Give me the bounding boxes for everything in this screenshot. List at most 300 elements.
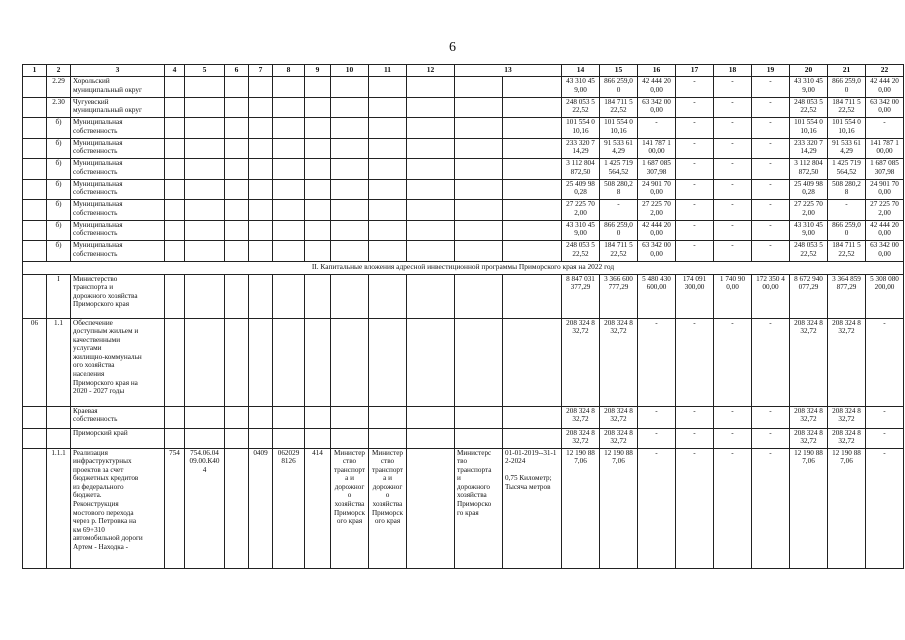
table-cell: 63 342 00 0,00 — [866, 241, 904, 262]
table-cell: 208 324 8 32,72 — [790, 318, 828, 406]
table-cell — [331, 274, 369, 318]
table-cell: - — [676, 179, 714, 200]
table-cell: 27 225 70 2,00 — [866, 200, 904, 221]
table-cell — [273, 159, 305, 180]
table-cell: 208 324 8 32,72 — [828, 318, 866, 406]
table-cell — [503, 428, 562, 448]
table-cell — [225, 241, 249, 262]
table-cell — [503, 274, 562, 318]
column-header-10: 10 — [331, 65, 369, 77]
table-cell — [369, 274, 407, 318]
table-cell: 8 672 940 077,29 — [790, 274, 828, 318]
table-cell — [331, 220, 369, 241]
table-cell: - — [714, 77, 752, 98]
column-header-21: 21 — [828, 65, 866, 77]
table-cell: 27 225 70 2,00 — [562, 200, 600, 221]
table-cell: 866 259,0 0 — [600, 220, 638, 241]
table-cell — [23, 118, 47, 139]
table-cell: 3 112 804 872,50 — [562, 159, 600, 180]
table-cell: 1 740 90 0,00 — [714, 274, 752, 318]
table-cell — [249, 138, 273, 159]
table-cell — [165, 200, 185, 221]
table-cell: 43 310 45 9,00 — [790, 77, 828, 98]
table-cell: б) — [47, 241, 71, 262]
table-cell: Муниципальная собственность — [71, 200, 165, 221]
table-cell: 754.06.04 09.00.К40 4 — [185, 448, 225, 568]
table-row — [23, 138, 904, 159]
table-cell: 42 444 20 0,00 — [638, 220, 676, 241]
table-cell — [455, 274, 503, 318]
table-cell: 24 901 70 0,00 — [866, 179, 904, 200]
table-cell: 248 053 5 22,52 — [790, 97, 828, 118]
table-cell — [165, 318, 185, 406]
table-cell — [503, 406, 562, 428]
table-cell: 101 554 0 10,16 — [790, 118, 828, 139]
table-cell: 42 444 20 0,00 — [866, 220, 904, 241]
table-cell — [369, 118, 407, 139]
table-cell: 63 342 00 0,00 — [638, 241, 676, 262]
table-cell — [273, 200, 305, 221]
table-cell: 3 364 859 877,29 — [828, 274, 866, 318]
table-cell — [331, 138, 369, 159]
table-cell: 866 259,0 0 — [828, 77, 866, 98]
table-cell — [407, 428, 455, 448]
table-cell — [331, 159, 369, 180]
table-cell — [407, 138, 455, 159]
table-cell — [455, 138, 503, 159]
table-cell — [165, 274, 185, 318]
table-cell — [273, 274, 305, 318]
table-cell — [165, 97, 185, 118]
table-cell — [185, 220, 225, 241]
table-cell: 27 225 70 2,00 — [638, 200, 676, 221]
table-cell: Министер ство транспорт а и дорожног о хозяйства Приморск ого края — [369, 448, 407, 568]
table-cell — [185, 318, 225, 406]
table-cell: 233 320 7 14,29 — [562, 138, 600, 159]
page-number: 6 — [449, 40, 456, 55]
table-cell — [407, 200, 455, 221]
table-cell — [165, 118, 185, 139]
table-cell: - — [752, 179, 790, 200]
table-row — [23, 241, 904, 262]
table-cell: 25 409 98 0,28 — [562, 179, 600, 200]
table-cell: - — [676, 138, 714, 159]
column-header-8: 8 — [273, 65, 305, 77]
table-cell — [273, 179, 305, 200]
table-cell — [331, 428, 369, 448]
table-cell — [23, 97, 47, 118]
table-cell: 414 — [305, 448, 331, 568]
table-cell — [165, 220, 185, 241]
table-cell — [23, 159, 47, 180]
table-cell — [503, 220, 562, 241]
table-cell: - — [600, 200, 638, 221]
table-cell — [503, 159, 562, 180]
table-cell — [305, 318, 331, 406]
table-cell: - — [714, 118, 752, 139]
table-cell: б) — [47, 220, 71, 241]
table-cell — [165, 77, 185, 98]
table-cell: 43 310 45 9,00 — [562, 220, 600, 241]
table-cell: 174 091 300,00 — [676, 274, 714, 318]
table-cell: 101 554 0 10,16 — [600, 118, 638, 139]
column-header-4: 4 — [165, 65, 185, 77]
table-cell — [407, 241, 455, 262]
table-cell: - — [676, 97, 714, 118]
table-cell: - — [676, 159, 714, 180]
table-cell — [225, 138, 249, 159]
table-cell — [23, 241, 47, 262]
table-cell — [503, 97, 562, 118]
table-row — [23, 200, 904, 221]
table-cell — [369, 179, 407, 200]
table-cell: 101 554 0 10,16 — [562, 118, 600, 139]
table-cell — [331, 77, 369, 98]
table-cell — [305, 274, 331, 318]
table-cell: б) — [47, 179, 71, 200]
table-cell: I — [47, 274, 71, 318]
table-cell: 0409 — [249, 448, 273, 568]
table-cell — [407, 118, 455, 139]
table-cell — [225, 179, 249, 200]
table-cell — [249, 97, 273, 118]
table-cell: - — [638, 318, 676, 406]
table-cell: 184 711 5 22,52 — [828, 97, 866, 118]
table-cell: 3 112 804 872,50 — [790, 159, 828, 180]
table-cell: Хорольский муниципальный округ — [71, 77, 165, 98]
column-header-1: 1 — [23, 65, 47, 77]
table-cell: - — [714, 428, 752, 448]
table-cell: - — [866, 318, 904, 406]
table-cell — [455, 241, 503, 262]
table-cell — [503, 179, 562, 200]
column-header-16: 16 — [638, 65, 676, 77]
table-cell — [23, 448, 47, 568]
table-cell: - — [866, 406, 904, 428]
table-header-row — [23, 65, 904, 77]
table-cell — [23, 428, 47, 448]
table-cell — [503, 241, 562, 262]
regional-property-row — [23, 406, 904, 428]
table-cell: - — [676, 220, 714, 241]
column-header-13: 13 — [455, 65, 562, 77]
table-cell: 91 533 61 4,29 — [828, 138, 866, 159]
table-cell — [407, 318, 455, 406]
table-cell — [185, 159, 225, 180]
table-cell: - — [676, 241, 714, 262]
table-cell — [305, 138, 331, 159]
table-cell: Муниципальная собственность — [71, 118, 165, 139]
table-cell — [225, 118, 249, 139]
table-cell: - — [638, 118, 676, 139]
table-cell — [249, 428, 273, 448]
table-cell: 12 190 88 7,06 — [790, 448, 828, 568]
table-cell: б) — [47, 118, 71, 139]
table-cell — [185, 118, 225, 139]
table-cell: - — [676, 428, 714, 448]
table-cell — [273, 138, 305, 159]
table-cell — [455, 118, 503, 139]
table-cell — [273, 220, 305, 241]
table-cell — [455, 220, 503, 241]
table-cell: 27 225 70 2,00 — [790, 200, 828, 221]
table-cell: 208 324 8 32,72 — [562, 406, 600, 428]
table-cell: 754 — [165, 448, 185, 568]
table-cell: 208 324 8 32,72 — [600, 406, 638, 428]
table-cell: - — [714, 241, 752, 262]
table-cell — [47, 428, 71, 448]
table-cell — [331, 179, 369, 200]
table-cell — [249, 220, 273, 241]
column-header-18: 18 — [714, 65, 752, 77]
table-cell: 508 280,2 8 — [828, 179, 866, 200]
table-cell — [185, 241, 225, 262]
table-cell — [185, 138, 225, 159]
column-header-3: 3 — [71, 65, 165, 77]
table-cell — [305, 200, 331, 221]
table-cell: - — [752, 159, 790, 180]
table-cell: 866 259,0 0 — [600, 77, 638, 98]
table-cell: - — [714, 406, 752, 428]
table-cell — [369, 159, 407, 180]
table-cell — [331, 406, 369, 428]
table-cell — [407, 274, 455, 318]
table-cell — [185, 200, 225, 221]
table-cell: 5 480 430 600,00 — [638, 274, 676, 318]
table-cell — [305, 77, 331, 98]
table-cell: 208 324 8 32,72 — [562, 318, 600, 406]
table-cell — [47, 406, 71, 428]
table-cell — [455, 97, 503, 118]
table-cell — [407, 179, 455, 200]
table-cell — [503, 118, 562, 139]
table-cell — [305, 118, 331, 139]
table-cell: 43 310 45 9,00 — [790, 220, 828, 241]
table-cell — [305, 428, 331, 448]
table-cell — [185, 406, 225, 428]
table-cell: - — [714, 138, 752, 159]
table-cell: - — [676, 77, 714, 98]
table-cell: 2.29 — [47, 77, 71, 98]
table-cell: - — [714, 318, 752, 406]
table-row — [23, 159, 904, 180]
table-cell — [249, 318, 273, 406]
table-cell — [165, 241, 185, 262]
table-cell — [225, 448, 249, 568]
table-cell: 12 190 88 7,06 — [600, 448, 638, 568]
table-cell: 1 687 085 307,98 — [638, 159, 676, 180]
table-cell: Муниципальная собственность — [71, 241, 165, 262]
table-cell: 12 190 88 7,06 — [828, 448, 866, 568]
table-cell — [225, 200, 249, 221]
table-cell: 1.1.1 — [47, 448, 71, 568]
table-cell — [369, 318, 407, 406]
table-cell — [503, 138, 562, 159]
table-cell — [225, 274, 249, 318]
table-cell — [331, 118, 369, 139]
table-cell: 208 324 8 32,72 — [790, 406, 828, 428]
table-cell: 01-01-2019--31-1 2-2024 0,75 Километр; Тысяча метров — [503, 448, 562, 568]
table-row — [23, 77, 904, 98]
table-cell: - — [714, 448, 752, 568]
table-cell: 248 053 5 22,52 — [562, 241, 600, 262]
table-cell: - — [752, 138, 790, 159]
table-cell: Министерство транспорта и дорожного хозяйства Приморского края — [71, 274, 165, 318]
table-cell: б) — [47, 200, 71, 221]
table-cell: 8 847 031 377,29 — [562, 274, 600, 318]
table-cell — [249, 200, 273, 221]
table-cell: - — [638, 406, 676, 428]
table-cell — [503, 200, 562, 221]
table-cell: 1 425 719 564,52 — [600, 159, 638, 180]
table-cell — [249, 274, 273, 318]
table-cell: 24 901 70 0,00 — [638, 179, 676, 200]
table-cell — [305, 179, 331, 200]
table-cell — [273, 318, 305, 406]
table-cell — [23, 406, 47, 428]
table-cell: - — [866, 428, 904, 448]
table-cell — [305, 159, 331, 180]
table-cell: 208 324 8 32,72 — [790, 428, 828, 448]
table-cell: 208 324 8 32,72 — [828, 428, 866, 448]
table-cell: 141 787 1 00,00 — [638, 138, 676, 159]
table-cell — [273, 428, 305, 448]
table-cell: 248 053 5 22,52 — [562, 97, 600, 118]
column-header-5: 5 — [185, 65, 225, 77]
table-cell: - — [714, 179, 752, 200]
table-cell: 42 444 20 0,00 — [866, 77, 904, 98]
table-cell — [185, 77, 225, 98]
table-cell — [273, 118, 305, 139]
table-cell: 101 554 0 10,16 — [828, 118, 866, 139]
table-cell — [23, 200, 47, 221]
table-cell — [305, 406, 331, 428]
table-cell: 248 053 5 22,52 — [790, 241, 828, 262]
table-cell — [407, 406, 455, 428]
column-header-9: 9 — [305, 65, 331, 77]
table-cell — [369, 406, 407, 428]
table-cell — [23, 274, 47, 318]
table-cell — [273, 406, 305, 428]
table-cell: - — [752, 448, 790, 568]
table-cell: Муниципальная собственность — [71, 220, 165, 241]
table-cell: 3 366 600 777,29 — [600, 274, 638, 318]
table-cell — [23, 77, 47, 98]
table-cell — [503, 318, 562, 406]
column-header-12: 12 — [407, 65, 455, 77]
column-header-2: 2 — [47, 65, 71, 77]
table-cell — [369, 138, 407, 159]
table-cell: 866 259,0 0 — [828, 220, 866, 241]
table-cell: - — [714, 159, 752, 180]
table-cell: 172 350 4 00,00 — [752, 274, 790, 318]
table-cell: - — [676, 318, 714, 406]
table-cell: 508 280,2 8 — [600, 179, 638, 200]
table-cell: - — [752, 200, 790, 221]
column-header-22: 22 — [866, 65, 904, 77]
table-cell: 1 687 085 307,98 — [866, 159, 904, 180]
table-cell: Обеспечение доступным жильем и качественными услугами жилищно-коммунальн ого хозяйства населения Приморского края на 2020 - 2027 годы — [71, 318, 165, 406]
table-cell — [273, 77, 305, 98]
table-row — [23, 118, 904, 139]
table-cell — [165, 159, 185, 180]
table-cell — [249, 179, 273, 200]
table-cell — [455, 159, 503, 180]
table-cell — [249, 241, 273, 262]
table-cell: Министерс тво транспорта и дорожного хозяйства Приморско го края — [455, 448, 503, 568]
table-row — [23, 97, 904, 118]
table-cell — [273, 241, 305, 262]
table-cell: - — [676, 118, 714, 139]
table-cell: - — [752, 77, 790, 98]
table-cell — [273, 97, 305, 118]
table-cell — [407, 97, 455, 118]
table-cell — [225, 97, 249, 118]
table-cell — [249, 118, 273, 139]
column-header-19: 19 — [752, 65, 790, 77]
table-cell: - — [714, 200, 752, 221]
budget-table — [22, 64, 904, 569]
table-cell — [23, 220, 47, 241]
table-cell — [331, 97, 369, 118]
table-cell: - — [676, 406, 714, 428]
table-cell — [369, 77, 407, 98]
table-cell — [185, 428, 225, 448]
table-cell: 2.30 — [47, 97, 71, 118]
table-cell: - — [752, 241, 790, 262]
table-row — [23, 179, 904, 200]
table-cell — [225, 406, 249, 428]
table-cell: - — [866, 448, 904, 568]
table-cell: Муниципальная собственность — [71, 138, 165, 159]
table-cell: - — [714, 220, 752, 241]
table-cell — [185, 179, 225, 200]
table-cell: 233 320 7 14,29 — [790, 138, 828, 159]
project-row — [23, 448, 904, 568]
table-cell: б) — [47, 138, 71, 159]
table-cell — [369, 220, 407, 241]
table-cell: Муниципальная собственность — [71, 159, 165, 180]
table-cell — [331, 200, 369, 221]
table-cell: 184 711 5 22,52 — [828, 241, 866, 262]
table-cell: - — [714, 97, 752, 118]
table-cell — [455, 179, 503, 200]
table-cell — [407, 159, 455, 180]
column-header-7: 7 — [249, 65, 273, 77]
table-cell — [455, 77, 503, 98]
table-cell: Чугуевский муниципальный округ — [71, 97, 165, 118]
program-row — [23, 318, 904, 406]
table-cell: 25 409 98 0,28 — [790, 179, 828, 200]
table-cell — [185, 97, 225, 118]
column-header-17: 17 — [676, 65, 714, 77]
table-cell: 062029 8126 — [273, 448, 305, 568]
column-header-20: 20 — [790, 65, 828, 77]
table-cell — [305, 220, 331, 241]
table-cell: - — [752, 97, 790, 118]
table-cell: - — [752, 428, 790, 448]
table-cell: - — [828, 200, 866, 221]
table-cell: 1.1 — [47, 318, 71, 406]
table-cell: б) — [47, 159, 71, 180]
table-cell: Краевая собственность — [71, 406, 165, 428]
table-cell: 5 308 080 200,00 — [866, 274, 904, 318]
table-cell — [455, 318, 503, 406]
table-cell — [23, 138, 47, 159]
table-cell: 184 711 5 22,52 — [600, 97, 638, 118]
table-cell: 42 444 20 0,00 — [638, 77, 676, 98]
table-cell — [165, 138, 185, 159]
